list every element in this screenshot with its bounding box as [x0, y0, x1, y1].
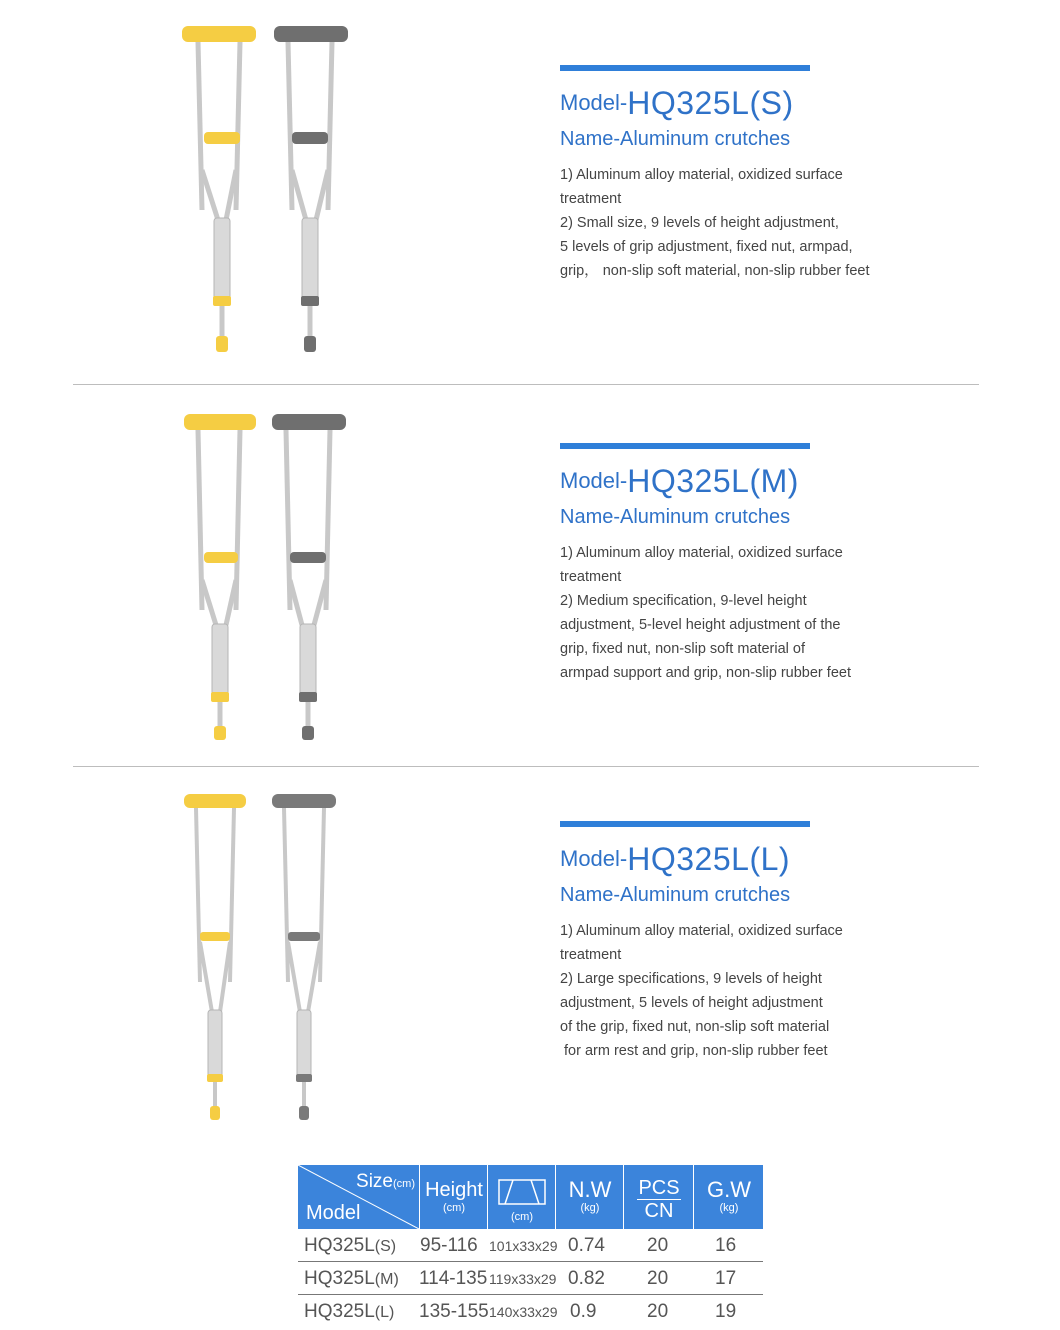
- size-label: [356, 1171, 415, 1193]
- spec-table-header: [298, 1165, 763, 1229]
- model-name: HQ325L: [304, 1301, 375, 1322]
- size-model-header: [298, 1165, 419, 1229]
- divider: [73, 384, 979, 385]
- crutch-pair-illustration: [170, 410, 370, 755]
- product-name: Name-Aluminum crutches: [560, 884, 791, 906]
- model-line: [560, 841, 980, 878]
- nw-label: N.W: [568, 1177, 612, 1202]
- crutch-photo: [170, 20, 370, 400]
- nw-cell: 0.74: [568, 1235, 605, 1256]
- gray-crutch: [272, 414, 346, 740]
- nw-cell: 0.9: [570, 1301, 597, 1322]
- product-info: [560, 443, 980, 685]
- accent-bar: [560, 65, 810, 71]
- height-label: Height: [425, 1179, 483, 1201]
- desc-line: adjustment, 5 levels of height adjustment: [560, 995, 823, 1011]
- desc-line: 1) Aluminum alloy material, oxidized surface: [560, 545, 843, 561]
- model-prefix: Model-: [560, 468, 628, 493]
- crutch-photo: [170, 410, 370, 790]
- desc-line: adjustment, 5-level height adjustment of the: [560, 617, 841, 633]
- pcs-cell: 20: [647, 1235, 669, 1256]
- model-cell: [304, 1262, 399, 1294]
- model-code: HQ325L(L): [627, 841, 791, 877]
- model-size: (M): [374, 1271, 399, 1288]
- model-line: [560, 85, 980, 122]
- nw-header: [555, 1165, 624, 1229]
- desc-line: 2) Small size, 9 levels of height adjustment,: [560, 215, 839, 231]
- gw-unit: (kg): [719, 1202, 739, 1214]
- nw-cell: 0.82: [568, 1268, 605, 1289]
- desc-line: 2) Large specifications, 9 levels of height: [560, 971, 822, 987]
- model-size: (S): [374, 1238, 397, 1255]
- height-cell: 135-155: [419, 1301, 489, 1322]
- model-code: HQ325L(M): [627, 463, 799, 499]
- product-description: [560, 541, 980, 685]
- model-code: HQ325L(S): [627, 85, 794, 121]
- product-info: [560, 821, 980, 1063]
- nw-unit: (kg): [580, 1202, 600, 1214]
- crutch-photo: [170, 792, 370, 1172]
- product-info: [560, 65, 980, 283]
- yellow-crutch: [184, 794, 246, 1120]
- gw-cell: 16: [715, 1235, 737, 1256]
- size-unit: (cm): [393, 1178, 415, 1190]
- model-name: HQ325L: [304, 1235, 375, 1256]
- cn-label: CN: [644, 1200, 674, 1222]
- product-section-s: [0, 0, 1060, 380]
- pcs-label: PCS: [638, 1177, 680, 1199]
- model-cell: [304, 1295, 394, 1327]
- product-section-m: [0, 395, 1060, 775]
- accent-bar: [560, 821, 810, 827]
- box-cell: 101x33x29: [489, 1238, 558, 1254]
- spec-table: [298, 1165, 763, 1327]
- yellow-crutch: [182, 26, 256, 352]
- pcs-cell: 20: [647, 1301, 669, 1322]
- pcs-cn-header: [623, 1165, 694, 1229]
- height-cell: 114-135: [419, 1268, 488, 1289]
- gw-cell: 17: [715, 1268, 737, 1289]
- product-name: Name-Aluminum crutches: [560, 506, 791, 528]
- height-header: [419, 1165, 488, 1229]
- gw-label: G.W: [707, 1177, 751, 1202]
- model-label: Model: [306, 1202, 361, 1224]
- gray-crutch: [272, 794, 336, 1120]
- box-cell: 119x33x29: [489, 1271, 557, 1287]
- product-name: Name-Aluminum crutches: [560, 128, 791, 150]
- desc-line: of the grip, fixed nut, non-slip soft material: [560, 1019, 830, 1035]
- model-cell: [304, 1229, 396, 1261]
- size-label-text: Size: [356, 1171, 393, 1192]
- accent-bar: [560, 443, 810, 449]
- model-size: (L): [374, 1304, 395, 1321]
- gray-crutch: [274, 26, 348, 352]
- desc-line: grip， non-slip soft material, non-slip rubber feet: [560, 263, 870, 279]
- box-cell: 140x33x29: [489, 1304, 558, 1320]
- desc-line: for arm rest and grip, non-slip rubber feet: [560, 1043, 828, 1059]
- gw-cell: 19: [715, 1301, 737, 1322]
- desc-line: 1) Aluminum alloy material, oxidized surface: [560, 167, 843, 183]
- height-unit: (cm): [443, 1202, 465, 1214]
- table-row: [298, 1262, 763, 1295]
- box-size-header: [487, 1165, 556, 1229]
- box-size-unit: (cm): [511, 1211, 533, 1223]
- pcs-cell: 20: [647, 1268, 669, 1289]
- desc-line: grip, fixed nut, non-slip soft material of: [560, 641, 806, 657]
- table-row: [298, 1295, 763, 1327]
- divider: [73, 766, 979, 767]
- desc-line: treatment: [560, 191, 622, 207]
- model-line: [560, 463, 980, 500]
- carton-icon: [497, 1177, 547, 1207]
- desc-line: 1) Aluminum alloy material, oxidized surface: [560, 923, 843, 939]
- yellow-crutch: [184, 414, 256, 740]
- gw-header: [693, 1165, 764, 1229]
- crutch-pair-illustration: [170, 792, 370, 1137]
- desc-line: treatment: [560, 947, 622, 963]
- desc-line: 5 levels of grip adjustment, fixed nut, armpad,: [560, 239, 853, 255]
- product-section-l: [0, 780, 1060, 1160]
- model-name: HQ325L: [304, 1268, 375, 1289]
- height-cell: 95-116: [420, 1235, 478, 1256]
- product-description: [560, 919, 980, 1063]
- crutch-pair-illustration: [170, 20, 370, 365]
- model-prefix: Model-: [560, 90, 628, 115]
- desc-line: armpad support and grip, non-slip rubber feet: [560, 665, 851, 681]
- product-description: [560, 163, 980, 283]
- model-prefix: Model-: [560, 846, 628, 871]
- desc-line: 2) Medium specification, 9-level height: [560, 593, 807, 609]
- desc-line: treatment: [560, 569, 622, 585]
- table-row: [298, 1229, 763, 1262]
